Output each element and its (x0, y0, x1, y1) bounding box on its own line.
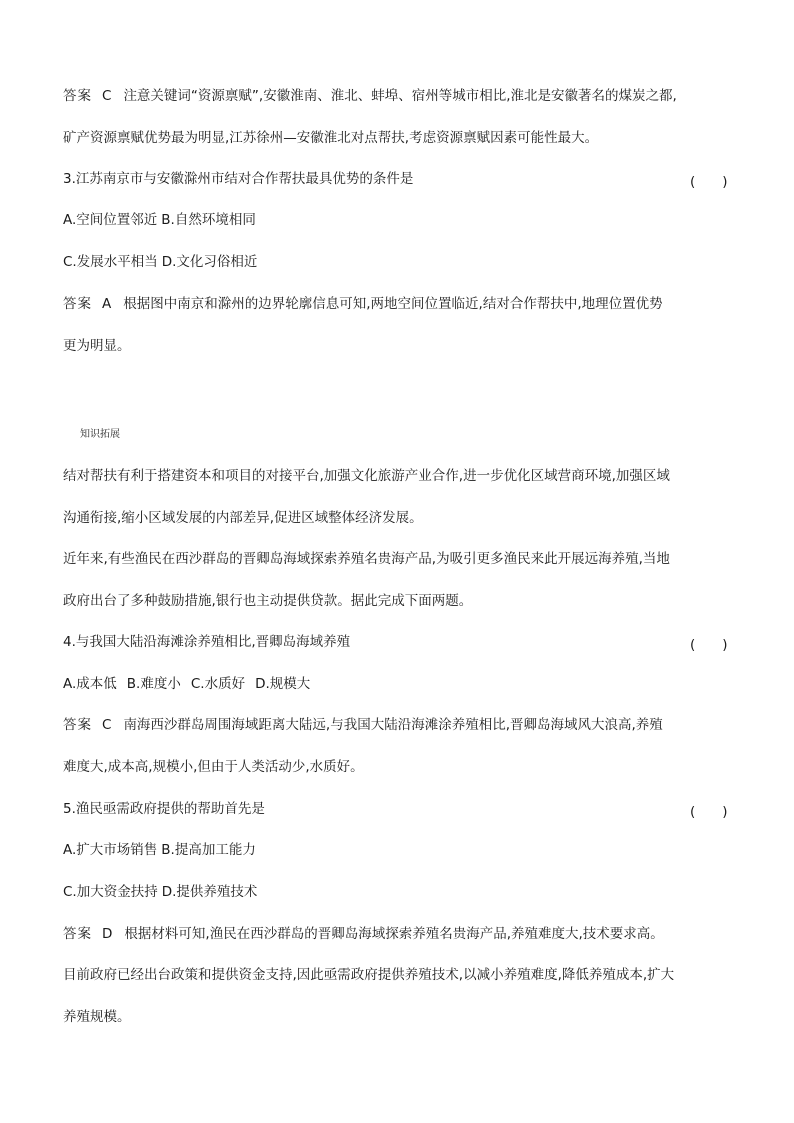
question-5-options-cd (63, 883, 743, 901)
answer-4-line-2: 难度大,成本高,规模小,但由于人类活动少,水质好。 (63, 759, 364, 775)
question-4-options (63, 675, 743, 693)
option-c: C.加大资金扶持 (63, 884, 158, 900)
knowledge-heading: 知识拓展 (80, 429, 120, 440)
knowledge-line-2: 沟通衔接,缩小区域发展的内部差异,促进区域整体经济发展。 (63, 510, 423, 526)
answer-3-line-2: 更为明显。 (63, 338, 131, 354)
option-c: C.水质好 (190, 676, 246, 692)
option-a: A.成本低 (63, 676, 117, 692)
answer-text: 根据材料可知,渔民在西沙群岛的晋卿岛海域探索养殖名贵海产品,养殖难度大,技术要求高。 (124, 926, 664, 942)
knowledge-line-1: 结对帮扶有利于搭建资本和项目的对接平台,加强文化旅游产业合作,进一步优化区域营商环境,加强区域 (63, 468, 670, 484)
answer-3-line-1 (63, 295, 743, 313)
answer-label: 答案 (63, 717, 92, 733)
question-4-stem (63, 633, 743, 651)
option-b: B.难度小 (126, 676, 181, 692)
question-5-options-ab (63, 841, 743, 859)
option-b: B.提高加工能力 (161, 842, 256, 858)
question-4-answer-blank: ( ) (690, 637, 728, 653)
question-5-answer-blank: ( ) (690, 804, 728, 820)
option-d: D.文化习俗相近 (161, 254, 258, 270)
question-stem: 5.渔民亟需政府提供的帮助首先是 (63, 801, 265, 817)
question-3-options-ab (63, 211, 743, 229)
option-a: A.空间位置邻近 (63, 212, 158, 228)
question-stem: 4.与我国大陆沿海滩涂养殖相比,晋卿岛海域养殖 (63, 634, 351, 650)
answer-key: C (102, 88, 112, 104)
option-d: D.规模大 (255, 676, 311, 692)
answer-2-line-2: 矿产资源禀赋优势最为明显,江苏徐州—安徽淮北对点帮扶,考虑资源禀赋因素可能性最大。 (63, 130, 599, 146)
answer-key: C (102, 717, 112, 733)
answer-5-line-2: 目前政府已经出台政策和提供资金支持,因此亟需政府提供养殖技术,以减小养殖难度,降低养殖成本,扩大 (63, 967, 675, 983)
answer-text: 南海西沙群岛周围海域距离大陆远,与我国大陆沿海滩涂养殖相比,晋卿岛海域风大浪高,养殖 (123, 717, 663, 733)
answer-label: 答案 (63, 88, 92, 104)
answer-key: D (102, 926, 113, 942)
option-b: B.自然环境相同 (161, 212, 256, 228)
answer-label: 答案 (63, 926, 92, 942)
material-line-1: 近年来,有些渔民在西沙群岛的晋卿岛海域探索养殖名贵海产品,为吸引更多渔民来此开展远海养殖,当地 (63, 551, 670, 567)
answer-label: 答案 (63, 296, 92, 312)
answer-key: A (102, 296, 112, 312)
answer-4-line-1 (63, 716, 743, 734)
answer-text: 根据图中南京和滁州的边界轮廓信息可知,两地空间位置临近,结对合作帮扶中,地理位置优势 (123, 296, 663, 312)
option-a: A.扩大市场销售 (63, 842, 158, 858)
answer-text: 注意关键词“资源禀赋”,安徽淮南、淮北、蚌埠、宿州等城市相比,淮北是安徽著名的煤炭之都, (123, 88, 677, 104)
question-3-answer-blank: ( ) (690, 174, 728, 190)
question-3-options-cd (63, 253, 743, 271)
question-3-stem (63, 170, 743, 188)
question-5-stem (63, 800, 743, 818)
option-d: D.提供养殖技术 (161, 884, 258, 900)
answer-2-line-1 (63, 87, 743, 105)
answer-5-line-1 (63, 925, 743, 943)
option-c: C.发展水平相当 (63, 254, 158, 270)
answer-5-line-3: 养殖规模。 (63, 1009, 131, 1025)
material-line-2: 政府出台了多种鼓励措施,银行也主动提供贷款。据此完成下面两题。 (63, 593, 473, 609)
question-stem: 3.江苏南京市与安徽滁州市结对合作帮扶最具优势的条件是 (63, 171, 414, 187)
